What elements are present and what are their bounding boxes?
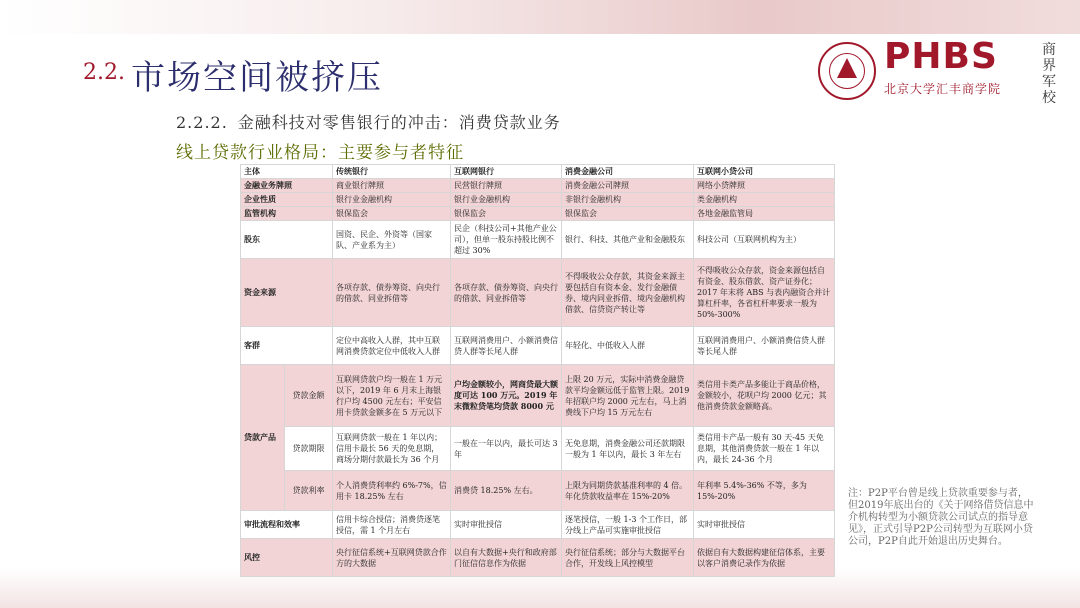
table-cell: 网络小贷牌照	[694, 179, 835, 193]
table-cell: 定位中高收入人群，其中互联网消费贷款定位中低收入人群	[333, 327, 451, 365]
table-cell: 类信用卡类产品多能让于商品价格，金额较小，花呗户均 2000 亿元；其他消费贷款金额略高。	[694, 365, 835, 427]
table-cell: 上限 20 万元，实际中消费金融贷款平均金额远低于监管上限。2019 年招联户均 2000 元左右，马上消费线下户均 15 万元左右	[562, 365, 694, 427]
row-subhead: 贷款金额	[285, 365, 333, 427]
row-head: 监管机构	[241, 207, 333, 221]
row-head-products: 贷款产品	[241, 365, 285, 511]
row-head: 客群	[241, 327, 333, 365]
header-cell: 主体	[241, 165, 333, 179]
header-cell: 互联网小贷公司	[694, 165, 835, 179]
table-cell: 互联网贷款一般在 1 年以内；信用卡最长 56 天的免息期，商场分期付款最长为 36 个月	[333, 427, 451, 471]
table-cell: 实时审批授信	[451, 511, 562, 539]
row-head: 股东	[241, 221, 333, 259]
row-head: 金融业务牌照	[241, 179, 333, 193]
table-cell: 银行、科技、其他产业和金融股东	[562, 221, 694, 259]
university-seal-icon	[818, 42, 876, 100]
table-cell: 无免息期，消费金融公司还款期限一般为 1 年以内，最长 3 年左右	[562, 427, 694, 471]
table-cell: 商业银行牌照	[333, 179, 451, 193]
top-gradient-band	[0, 0, 1080, 34]
table-cell: 央行征信系统；部分与大数据平台合作，开发线上风控模型	[562, 539, 694, 577]
row-subhead: 贷款期限	[285, 427, 333, 471]
table-cell: 消费金融公司牌照	[562, 179, 694, 193]
section-title: 市场空间被挤压	[131, 58, 383, 98]
table-cell: 非银行金融机构	[562, 193, 694, 207]
table-cell: 互联网消费用户、小额消费信贷人群等长尾人群	[451, 327, 562, 365]
logo-school-name: 北京大学汇丰商学院	[884, 82, 1002, 96]
table-cell: 上限为同期贷款基准利率的 4 倍。年化贷款收益率在 15%-20%	[562, 471, 694, 511]
header-cell: 互联网银行	[451, 165, 562, 179]
table-cell: 银保监会	[562, 207, 694, 221]
table-cell: 不得吸收公众存款，资金来源包括自有资金、股东借款、资产证券化；2017 年末将 ABS 与表内融资合并计算杠杆率，各省杠杆率要求一般为 50%-300%	[694, 259, 835, 327]
header-cell: 传统银行	[333, 165, 451, 179]
table-row-term	[241, 427, 835, 471]
row-subhead: 贷款利率	[285, 471, 333, 511]
table-cell: 以自有大数据+央行和政府部门征信信息作为依据	[451, 539, 562, 577]
participants-table	[240, 164, 834, 577]
table-cell: 互联网消费用户、小额消费信贷人群等长尾人群	[694, 327, 835, 365]
row-head: 风控	[241, 539, 333, 577]
table-cell: 消费贷 18.25% 左右。	[451, 471, 562, 511]
row-head: 审批流程和效率	[241, 511, 333, 539]
table-row-amount	[241, 365, 835, 427]
phbs-logo	[818, 36, 1068, 110]
table-row-funding	[241, 259, 835, 327]
table-row-approval	[241, 511, 835, 539]
table-cell: 个人消费贷利率约 6%-7%，信用卡 18.25% 左右	[333, 471, 451, 511]
logo-calligraphy: 商界军校	[1042, 42, 1056, 106]
table-cell: 民营银行牌照	[451, 179, 562, 193]
table-row-nature	[241, 193, 835, 207]
table-cell: 不得吸收公众存款，其资金来源主要包括自有资本金、发行金融债券、境内同业拆借、境内金融机构借款、信贷资产转让等	[562, 259, 694, 327]
subsection-text: 金融科技对零售银行的冲击：消费贷款业务	[237, 113, 561, 132]
table-cell: 国资、民企、外资等（国家队、产业系为主）	[333, 221, 451, 259]
table-cell: 年轻化、中低收入人群	[562, 327, 694, 365]
footnote: 注：P2P平台曾是线上贷款重要参与者，但2019年底出台的《关于网络借贷信息中介机构转型为小额贷款公司试点的指导意见》，正式引导P2P公司转型为互联网小贷公司，P2P自此开始退出历史舞台。	[848, 488, 1034, 547]
subsection-title	[176, 110, 561, 133]
table-cell: 信用卡综合授信；消费贷逐笔授信，需 1 个月左右	[333, 511, 451, 539]
subsection-number: 2.2.2.	[176, 113, 228, 132]
table-row-risk	[241, 539, 835, 577]
table-cell: 实时审批授信	[694, 511, 835, 539]
table-row-license	[241, 179, 835, 193]
table-cell: 互联网贷款户均一般在 1 万元以下，2019 年 6 月末上海银行户均 4500 元左右；平安信用卡贷款金额多在 5 万元以下	[333, 365, 451, 427]
table-title: 线上贷款行业格局：主要参与者特征	[176, 143, 464, 163]
table-row-customers	[241, 327, 835, 365]
table-cell: 类信用卡产品一般有 30 天-45 天免息期，其他消费贷款一般在 1 年以内，最长 24-36 个月	[694, 427, 835, 471]
table-cell: 户均金额较小，网商贷最大额度可达 100 万元。2019 年末微粒贷笔均贷款 8000 元	[451, 365, 562, 427]
table-cell: 银行业金融机构	[333, 193, 451, 207]
table-row-shareholders	[241, 221, 835, 259]
table-cell: 类金融机构	[694, 193, 835, 207]
table-header-row	[241, 165, 835, 179]
table-cell: 央行征信系统+互联网贷款合作方的大数据	[333, 539, 451, 577]
table-cell: 年利率 5.4%-36% 不等，多为 15%-20%	[694, 471, 835, 511]
table-cell: 依据自有大数据构建征信体系，主要以客户消费记录作为依据	[694, 539, 835, 577]
table-cell: 科技公司（互联网机构为主）	[694, 221, 835, 259]
table-row-regulator	[241, 207, 835, 221]
header-cell: 消费金融公司	[562, 165, 694, 179]
table-cell: 各项存款、债券筹资、向央行的借款、同业拆借等	[451, 259, 562, 327]
section-number: 2.2.	[83, 60, 125, 85]
row-head: 企业性质	[241, 193, 333, 207]
table-cell: 各地金融监管局	[694, 207, 835, 221]
table-cell: 民企（科技公司+其他产业公司），但单一股东持股比例不超过 30%	[451, 221, 562, 259]
table-cell: 各项存款、债券筹资、向央行的借款、同业拆借等	[333, 259, 451, 327]
table-cell: 逐笔授信，一般 1-3 个工作日，部分线上产品可实施审批授信	[562, 511, 694, 539]
table-cell: 银保监会	[333, 207, 451, 221]
table-cell: 银行业金融机构	[451, 193, 562, 207]
logo-brand: PHBS	[884, 36, 998, 77]
table-cell: 银保监会	[451, 207, 562, 221]
row-head: 资金来源	[241, 259, 333, 327]
table-cell: 一般在一年以内，最长可达 3 年	[451, 427, 562, 471]
table-row-rate	[241, 471, 835, 511]
